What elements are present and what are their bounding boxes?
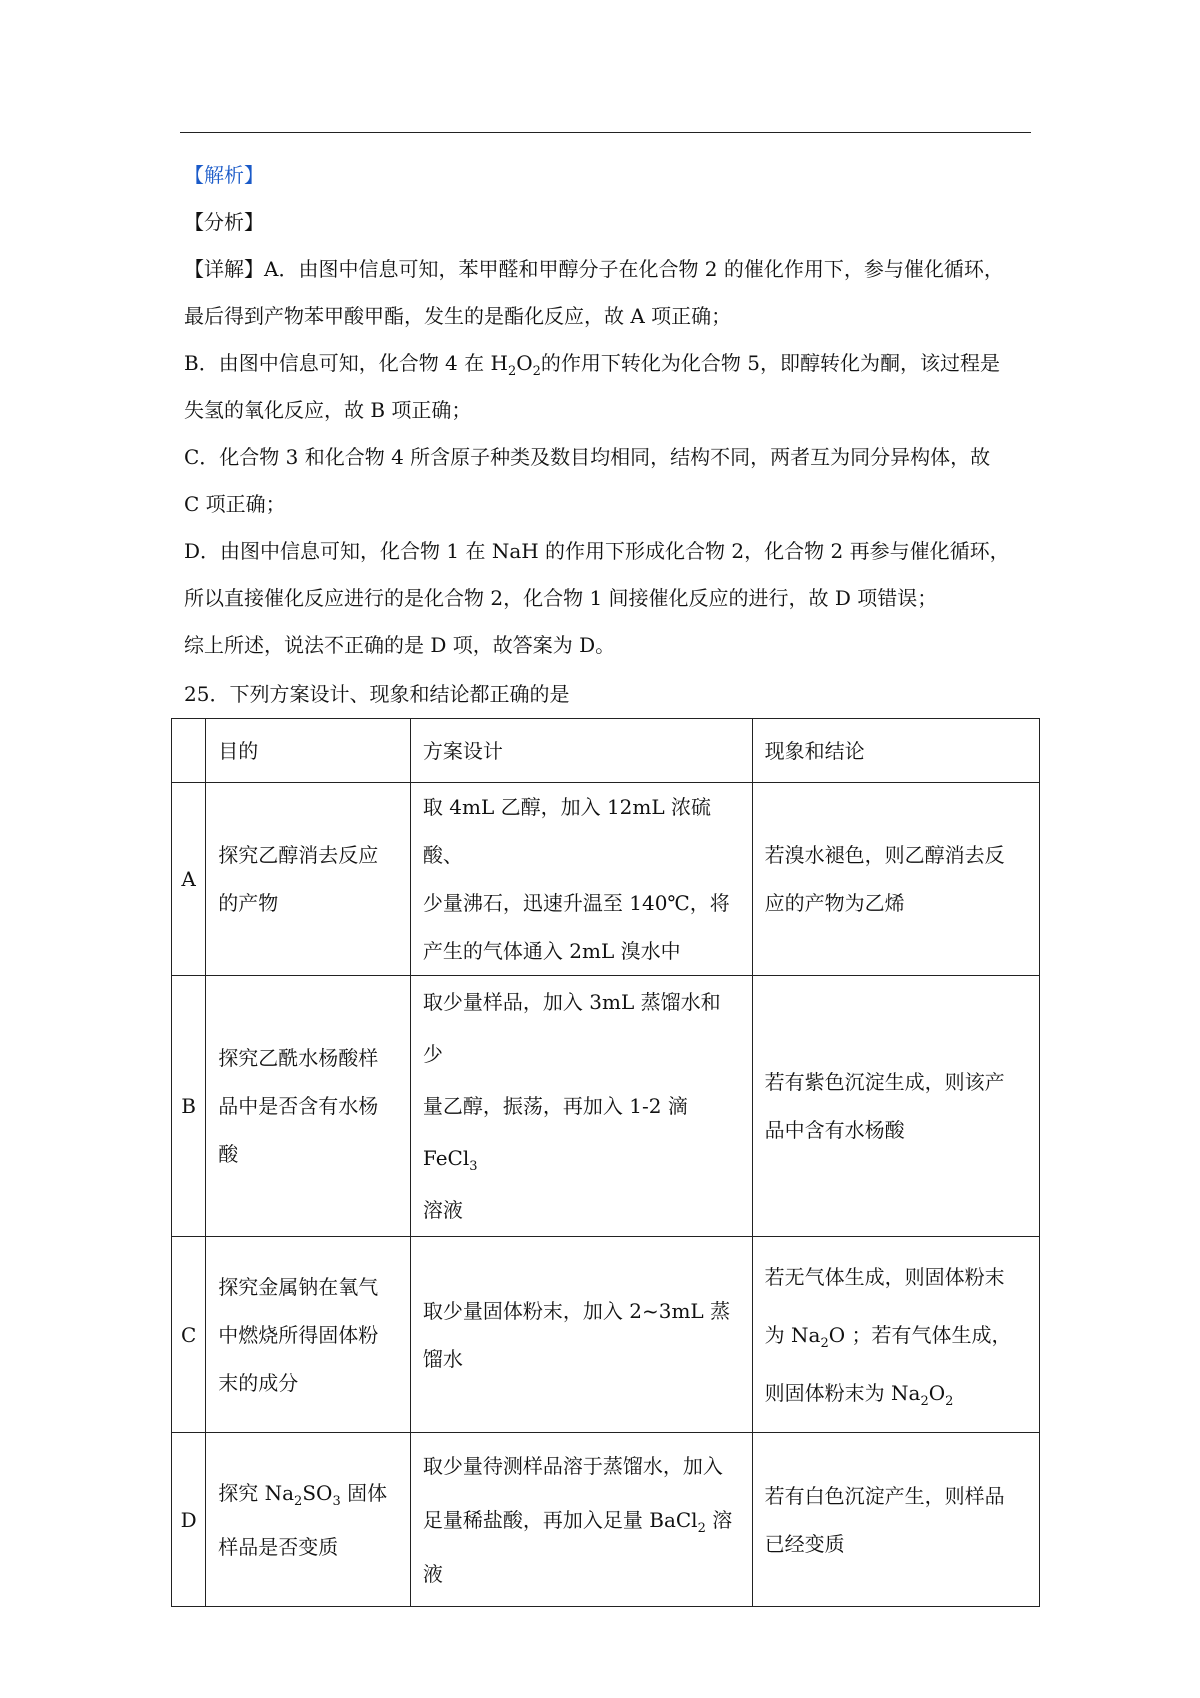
tag-jiexi: 【解析】 xyxy=(184,163,264,187)
detail-line-3: B．由图中信息可知，化合物 4 在 $H_2O_2$的作用下转化为化合物 5，即醇转化为酮，该过程是 xyxy=(184,351,1001,379)
table-row xyxy=(172,1237,1040,1433)
design-cell: 取少量样品，加入 3mL 蒸馏水和少 量乙醇，振荡，再加入 1-2 滴 FeCl$_3$ 溶液 xyxy=(410,976,752,1237)
result-cell: 若无气体生成，则固体粉末 为 $Na_2O$ ；若有气体生成， 则固体粉末为 $Na_2O_2$ xyxy=(752,1237,1039,1433)
purpose-cell: 探究金属钠在氧气 中燃烧所得固体粉 末的成分 xyxy=(206,1237,411,1433)
detail-line-9: 综上所述，说法不正确的是 D 项，故答案为 D。 xyxy=(184,633,616,657)
purpose-cell: 探究乙酰水杨酸样 品中是否含有水杨 酸 xyxy=(206,976,411,1237)
detail-line-1: 【详解】A．由图中信息可知，苯甲醛和甲醇分子在化合物 2 的催化作用下，参与催化循环， xyxy=(184,257,1004,281)
result-cell: 若溴水褪色，则乙醇消去反 应的产物为乙烯 xyxy=(752,783,1039,976)
detail-line-5: C．化合物 3 和化合物 4 所含原子种类及数目均相同，结构不同，两者互为同分异构体，故 xyxy=(184,445,991,469)
table-row xyxy=(172,976,1040,1237)
h2o2-formula: $H_2O_2$ xyxy=(490,351,541,379)
detail-line-4: 失氢的氧化反应，故 B 项正确； xyxy=(184,398,472,422)
analysis-section xyxy=(184,152,1034,669)
detail-line-6: C 项正确； xyxy=(184,492,286,516)
row-label: B xyxy=(172,976,206,1237)
result-cell: 若有白色沉淀产生，则样品 已经变质 xyxy=(752,1433,1039,1607)
row-label: A xyxy=(172,783,206,976)
design-cell: 取少量待测样品溶于蒸馏水，加入 足量稀盐酸，再加入足量 BaCl$_2$ 溶 液 xyxy=(410,1433,752,1607)
purpose-cell: 探究乙醇消去反应 的产物 xyxy=(206,783,411,976)
question-25: 25．下列方案设计、现象和结论都正确的是 xyxy=(184,682,570,706)
options-table xyxy=(171,718,1040,1607)
tag-xiangjie: 【详解】 xyxy=(184,257,264,281)
tag-fenxi: 【分析】 xyxy=(184,210,264,234)
table-row xyxy=(172,783,1040,976)
row-label: C xyxy=(172,1237,206,1433)
detail-line-8: 所以直接催化反应进行的是化合物 2，化合物 1 间接催化反应的进行，故 D 项错误； xyxy=(184,586,938,610)
table-header-cell: 方案设计 xyxy=(410,719,752,783)
header-rule xyxy=(180,132,1031,133)
purpose-cell: 探究 $Na_2SO_3$ 固体 样品是否变质 xyxy=(206,1433,411,1607)
table-header-cell xyxy=(172,719,206,783)
detail-line-2: 最后得到产物苯甲酸甲酯，发生的是酯化反应，故 A 项正确； xyxy=(184,304,732,328)
design-cell: 取 4mL 乙醇，加入 12mL 浓硫酸、 少量沸石，迅速升温至 140℃，将 产生的气体通入 2mL 溴水中 xyxy=(410,783,752,976)
row-label: D xyxy=(172,1433,206,1607)
table-header-cell: 目的 xyxy=(206,719,411,783)
table-row xyxy=(172,1433,1040,1607)
detail-line-7: D．由图中信息可知，化合物 1 在 NaH 的作用下形成化合物 2，化合物 2 再参与催化循环， xyxy=(184,539,1010,563)
result-cell: 若有紫色沉淀生成，则该产 品中含有水杨酸 xyxy=(752,976,1039,1237)
design-cell: 取少量固体粉末，加入 2~3mL 蒸 馏水 xyxy=(410,1237,752,1433)
table-header-row xyxy=(172,719,1040,783)
table-header-cell: 现象和结论 xyxy=(752,719,1039,783)
